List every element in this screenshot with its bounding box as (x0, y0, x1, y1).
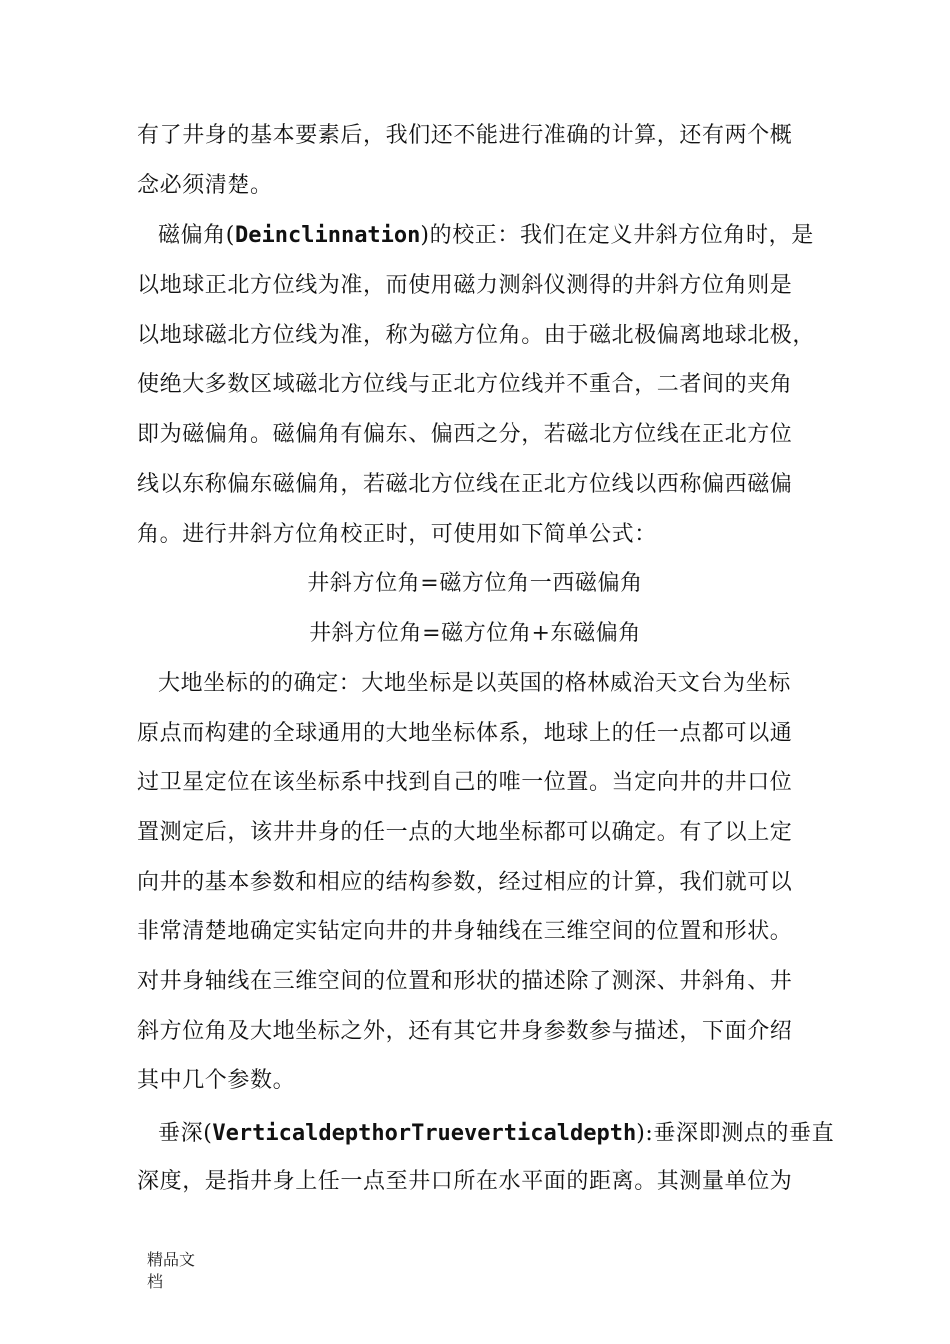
paragraph-2-line-6: 线以东称偏东磁偏角，若磁北方位线在正北方位线以西称偏西磁偏 (137, 472, 793, 497)
paragraph-3-line-7: 对井身轴线在三维空间的位置和形状的描述除了测深、井斜角、井 (137, 969, 793, 994)
paragraph-4-line-2: 深度，是指井身上任一点至井口所在水平面的距离。其测量单位为 (137, 1169, 793, 1194)
paragraph-4-lead-rest: ):垂深即测点的垂直 (636, 1121, 835, 1146)
paragraph-2-line-5: 即为磁偏角。磁偏角有偏东、偏西之分，若磁北方位线在正北方位 (137, 422, 793, 447)
term-deinclinnation: Deinclinnation (234, 223, 421, 248)
paragraph-1-line-2: 念必须清楚。 (137, 173, 273, 198)
formula-west-declination: 井斜方位角=磁方位角一西磁偏角 (307, 571, 643, 596)
paragraph-3-line-6: 非常清楚地确定实钻定向井的井身轴线在三维空间的位置和形状。 (137, 919, 793, 944)
footer-label (147, 1249, 207, 1293)
paragraph-2-line-4: 使绝大多数区域磁北方位线与正北方位线并不重合，二者间的夹角 (137, 372, 793, 397)
paragraph-2-lead-rest: )的校正：我们在定义井斜方位角时，是 (420, 223, 814, 248)
footer-line-1: 精品文 (147, 1250, 196, 1269)
formula-east-declination: 井斜方位角=磁方位角+东磁偏角 (309, 621, 641, 646)
term-vertical-depth: VerticaldepthorTrueverticaldepth (212, 1121, 637, 1146)
paragraph-1-line-1: 有了井身的基本要素后，我们还不能进行准确的计算，还有两个概 (137, 123, 793, 148)
paragraph-2-line-7: 角。进行井斜方位角校正时，可使用如下简单公式： (137, 522, 657, 547)
footer-line-2: 档 (147, 1272, 164, 1291)
paragraph-3-line-2: 原点而构建的全球通用的大地坐标体系，地球上的任一点都可以通 (137, 721, 793, 746)
paragraph-3-line-5: 向井的基本参数和相应的结构参数，经过相应的计算，我们就可以 (137, 870, 793, 895)
paragraph-2-line-3: 以地球磁北方位线为准，称为磁方位角。由于磁北极偏离地球北极， (137, 323, 816, 348)
paragraph-4-line-1 (158, 1119, 834, 1149)
paragraph-3-line-8: 斜方位角及大地坐标之外，还有其它井身参数参与描述，下面介绍 (137, 1019, 793, 1044)
paragraph-2-line-1 (158, 221, 814, 251)
paragraph-3-line-1: 大地坐标的的确定：大地坐标是以英国的格林威治天文台为坐标 (158, 671, 791, 696)
paragraph-2-line-2: 以地球正北方位线为准，而使用磁力测斜仪测得的井斜方位角则是 (137, 273, 793, 298)
paragraph-4-lead: 垂深( (158, 1121, 213, 1146)
paragraph-3-line-9: 其中几个参数。 (137, 1068, 296, 1093)
paragraph-3-line-4: 置测定后，该井井身的任一点的大地坐标都可以确定。有了以上定 (137, 820, 793, 845)
paragraph-2-lead: 磁偏角( (158, 223, 235, 248)
paragraph-3-line-3: 过卫星定位在该坐标系中找到自己的唯一位置。当定向井的井口位 (137, 770, 793, 795)
